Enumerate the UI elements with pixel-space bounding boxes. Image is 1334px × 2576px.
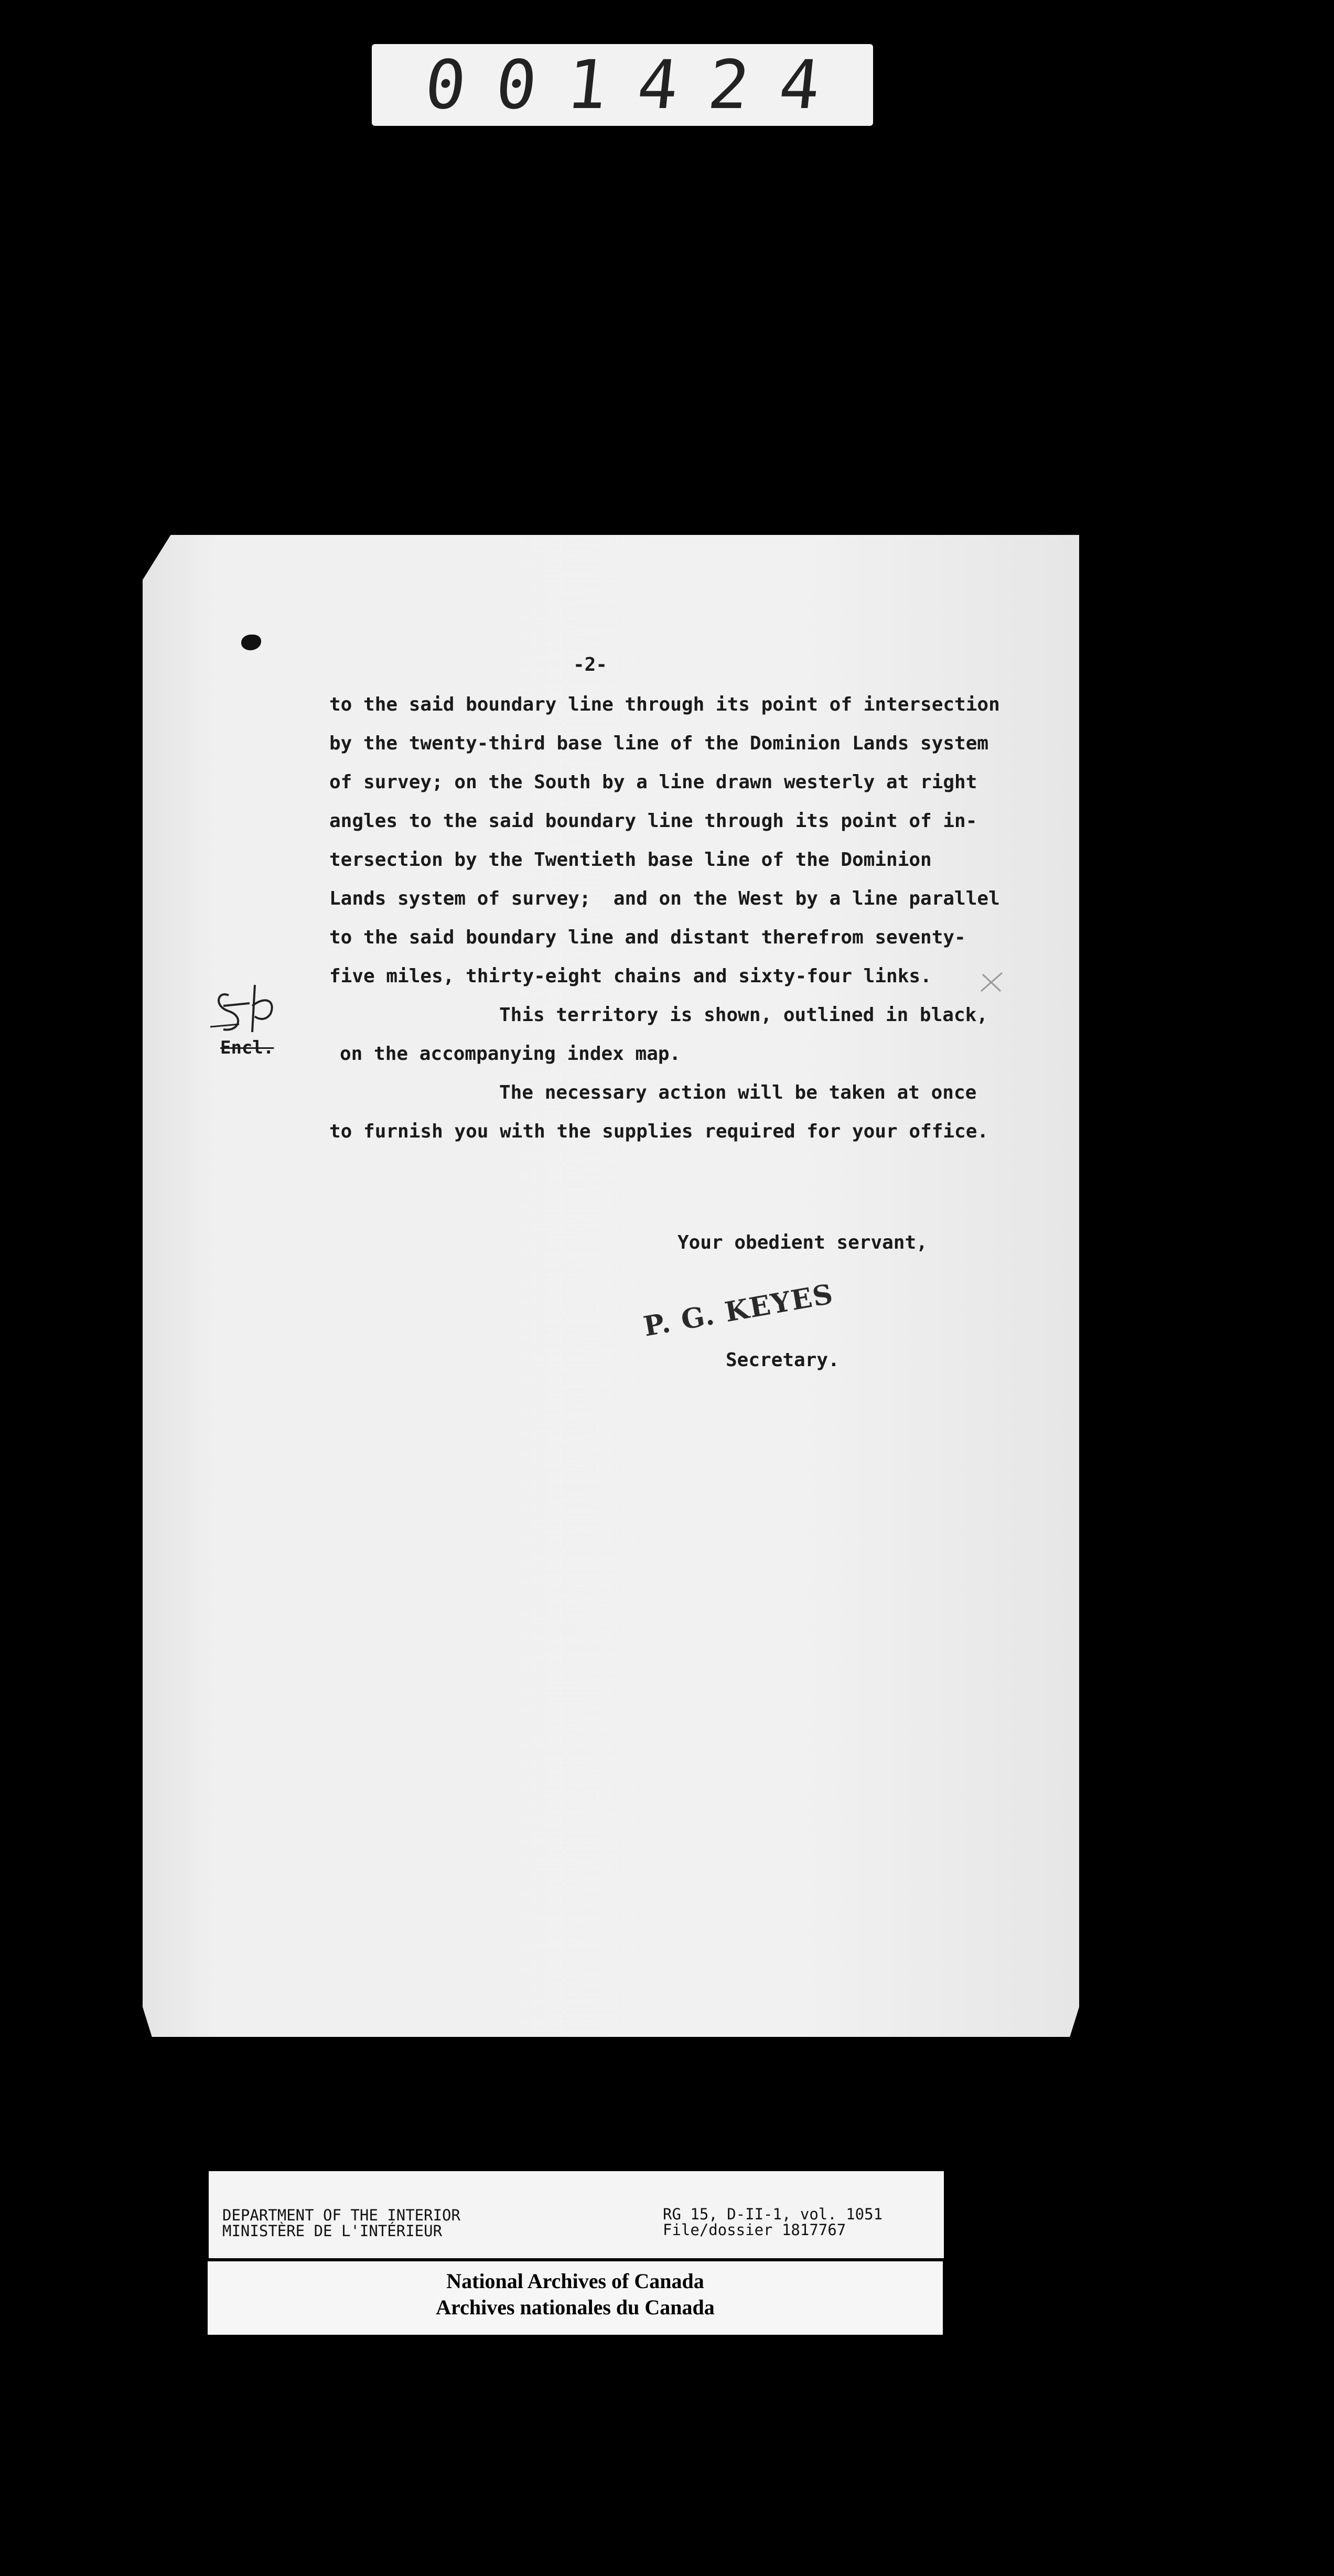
department-french: MINISTÈRE DE L'INTÉRIEUR: [222, 2222, 443, 2240]
institution-french: Archives nationales du Canada: [436, 2295, 715, 2319]
body-line-1: to the said boundary line through its point of intersection: [329, 694, 1000, 715]
file-reference: File/dossier 1817767: [663, 2221, 846, 2239]
body-line-4: angles to the said boundary line through its point of in-: [329, 810, 977, 832]
body-line-12: to furnish you with the supplies required for your office.: [329, 1121, 989, 1142]
body-line-9: This territory is shown, outlined in black,: [499, 1004, 988, 1026]
frame-number-label: [372, 44, 873, 126]
body-line-6: Lands system of survey; and on the West by a line parallel: [329, 888, 1000, 909]
pencil-x-mark: [978, 970, 1005, 994]
closing-line: Your obedient servant,: [677, 1232, 928, 1253]
record-group-reference: RG 15, D-II-1, vol. 1051: [663, 2205, 883, 2223]
margin-note-encl: Encl.: [220, 1037, 274, 1058]
page-paper: [143, 535, 1079, 2037]
body-line-5: tersection by the Twentieth base line of the Dominion: [329, 849, 932, 871]
signature-title: Secretary.: [726, 1349, 840, 1371]
department-english: DEPARTMENT OF THE INTERIOR: [222, 2206, 460, 2224]
body-line-3: of survey; on the South by a line drawn westerly at right: [329, 771, 977, 793]
body-line-10: on the accompanying index map.: [340, 1043, 681, 1065]
institution-english: National Archives of Canada: [446, 2269, 704, 2293]
frame-number: 001424: [421, 46, 855, 124]
body-line-8: five miles, thirty-eight chains and sixty-four links.: [329, 965, 932, 987]
handwritten-initials: [208, 974, 297, 1043]
signature-stamp: P. G. KEYES: [641, 1278, 836, 1343]
page-number: -2-: [573, 654, 608, 675]
body-line-2: by the twenty-third base line of the Dominion Lands system: [329, 733, 989, 754]
document-page: [143, 535, 1079, 2037]
body-line-11: The necessary action will be taken at once: [499, 1082, 977, 1103]
body-line-7: to the said boundary line and distant therefrom seventy-: [329, 927, 966, 948]
